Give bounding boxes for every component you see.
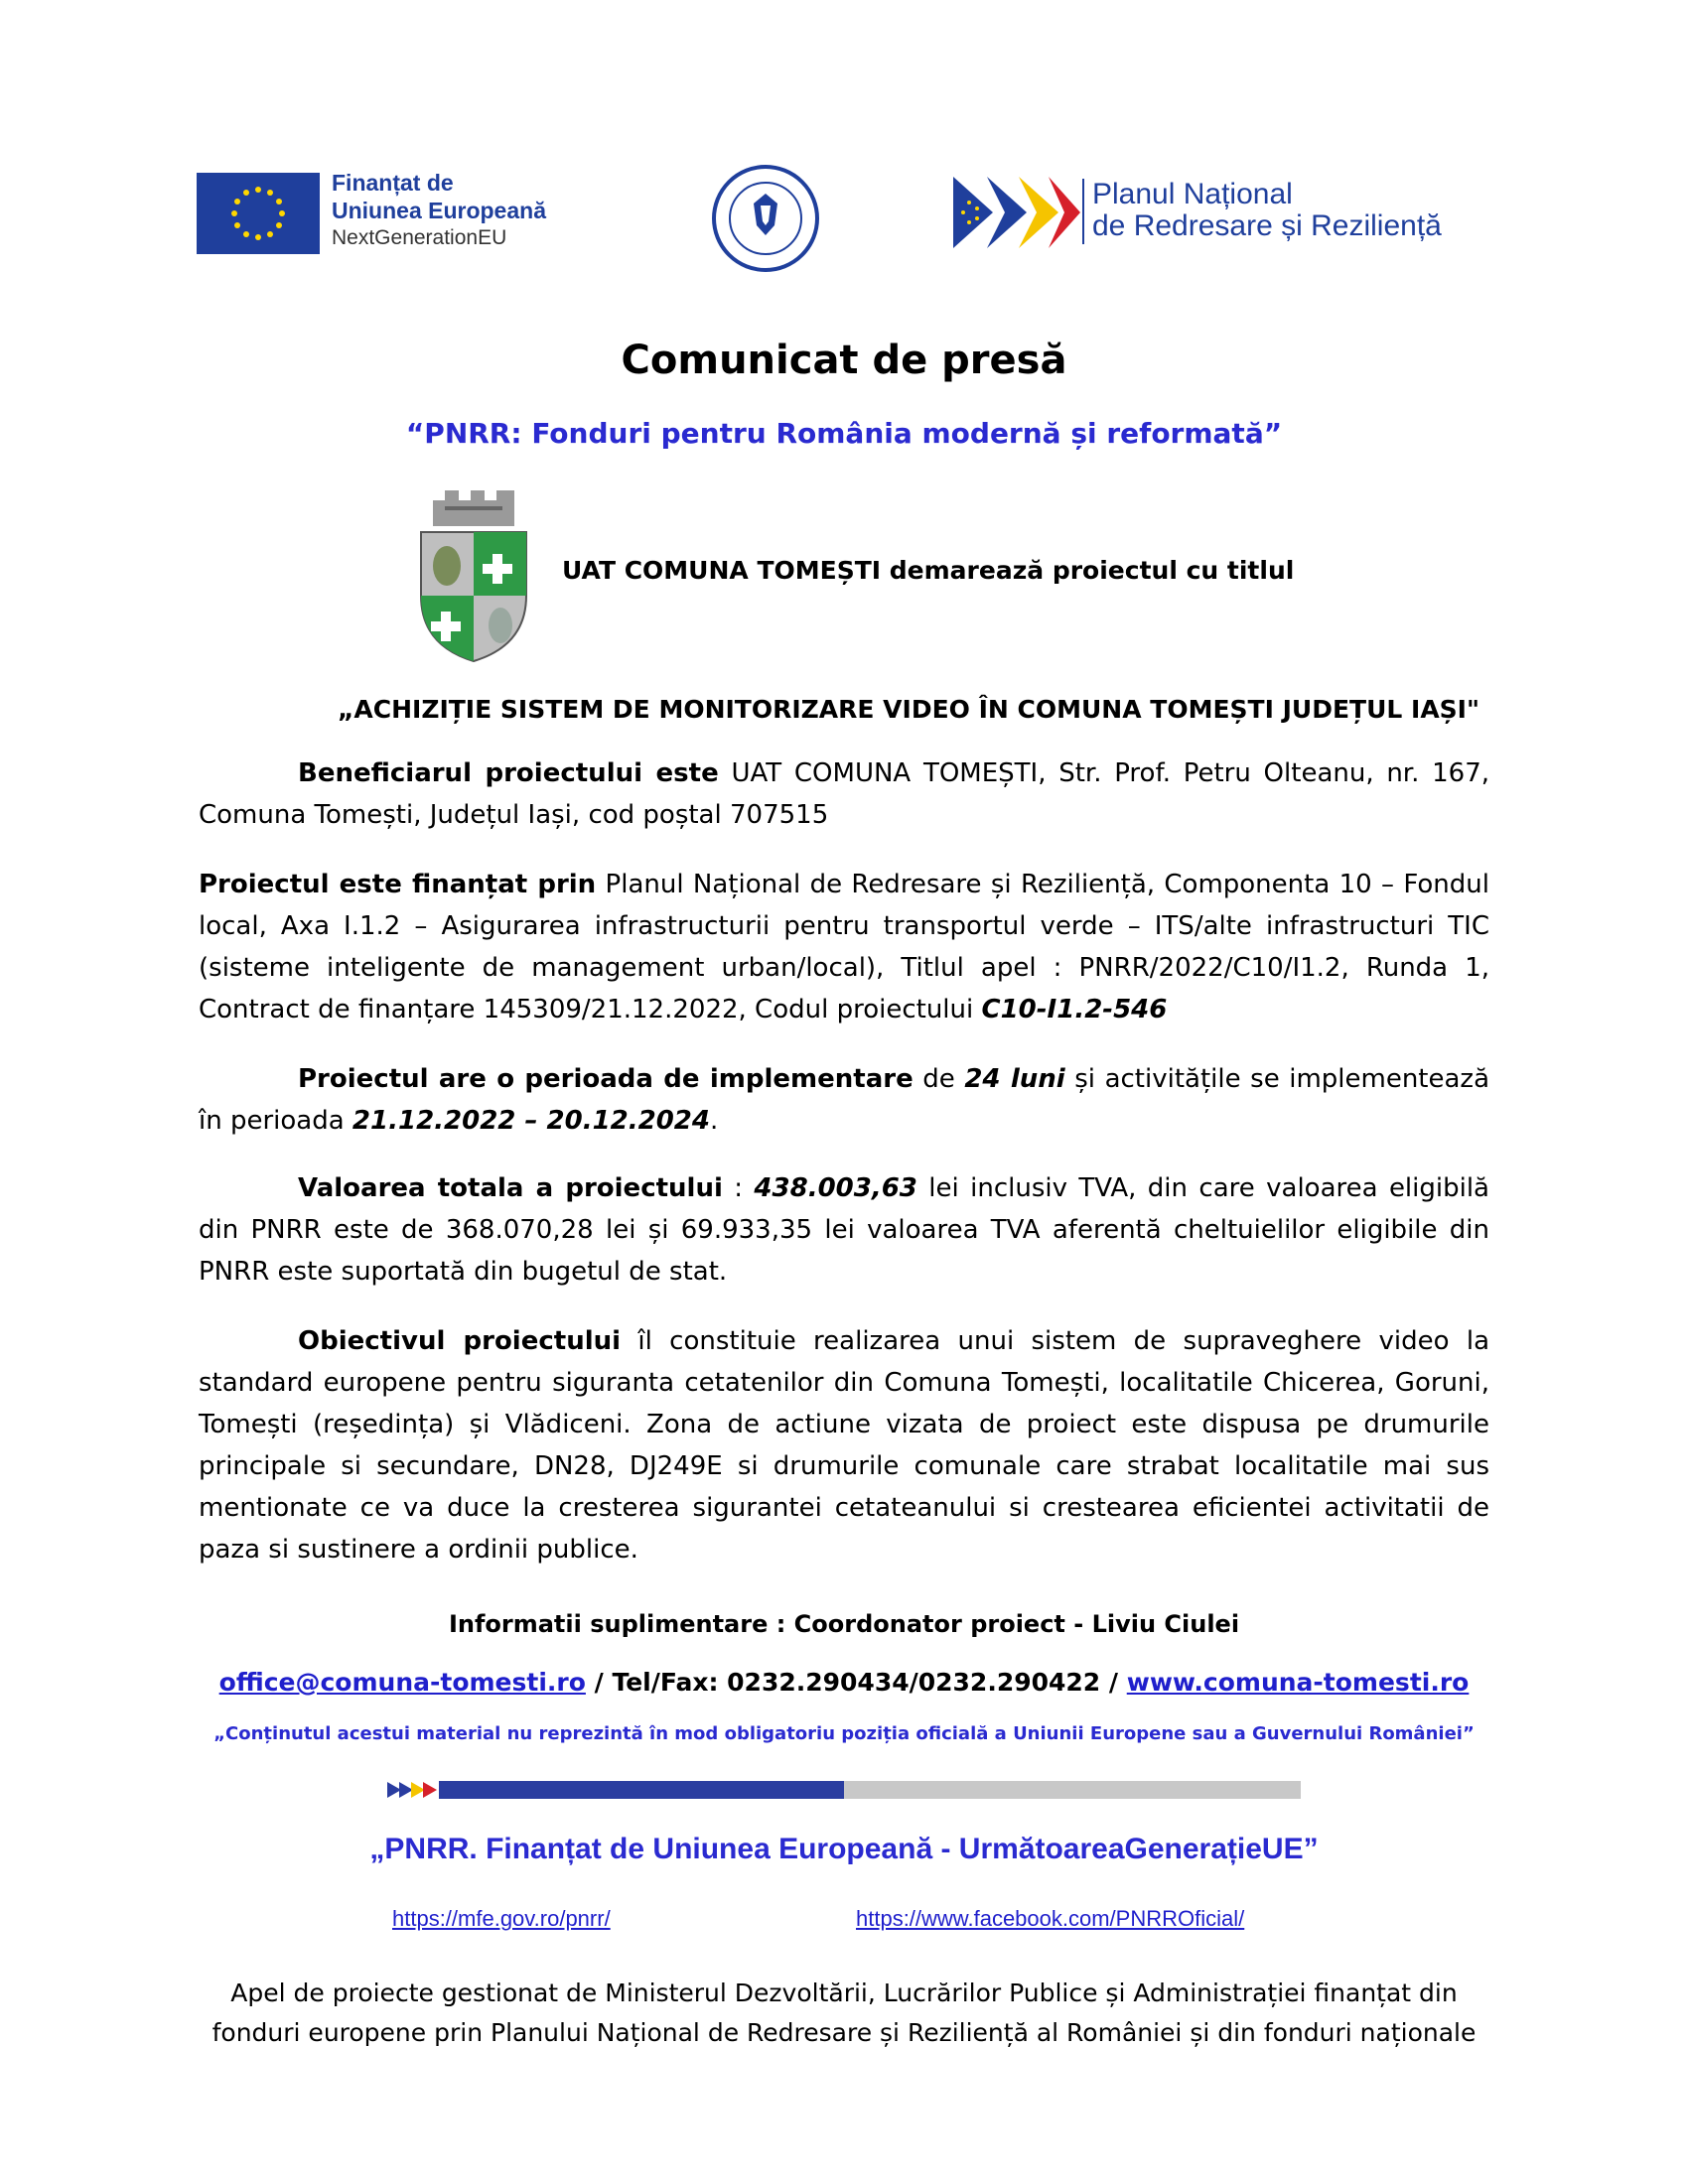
additional-info: Informatii suplimentare : Coordonator proiect - Liviu Ciulei [448,1610,1240,1638]
eu-logo-line1: Finanțat de [332,170,454,196]
footer-line1: Apel de proiecte gestionat de Ministerul Dezvoltării, Lucrărilor Publice și Administrației finanțat din [230,1979,1458,2007]
email-link[interactable]: office@comuna-tomesti.ro [218,1668,586,1697]
period-text2: și activitățile se implementează în perioada [199,1064,1490,1136]
pnrr-slogan: „PNRR. Finanțat de Uniunea Europeană - UrmătoareaGenerațieUE” [369,1833,1319,1865]
value-text2: lei inclusiv TVA, din care valoarea eligibilă din PNRR este de 368.070,28 lei și 69.933,35 lei valoarea TVA aferentă cheltuielilor eligibile din PNRR este suportată din bugetul de stat. [199,1173,1489,1287]
page-title: Comunicat de presă [621,338,1067,383]
project-title: „ACHIZIȚIE SISTEM DE MONITORIZARE VIDEO ÎN COMUNA TOMEȘTI JUDEȚUL IAȘI" [337,695,1480,724]
objective-text: îl constituie realizarea unui sistem de supraveghere video la standard europene pentru siguranta cetatenilor din Comuna Tomești, localitatile Chicerea, Goruni, Tomești (reședința) și Vlădiceni. Zona de actiune vizata de proiect este dispusa pe drumurile principale si secundare, DN28, DJ249E si drumurile comunale care strabat localitatile mai sus mentionate ce va duce la cresterea sigurantei cetateanului si crestearea eficientei activitatii de paza si sustinere a ordinii publice. [199,1326,1490,1565]
contact-line [0,1668,1688,1697]
beneficiary-text: UAT COMUNA TOMEȘTI, Str. Prof. Petru Olteanu, nr. 167, Comuna Tomești, Județul Iași, cod poștal 707515 [199,758,1490,830]
pnrr-logo-divider [1082,179,1084,244]
pnrr-logo-line1: Planul Național [1092,178,1293,210]
eu-flag-icon [197,173,320,254]
beneficiary-paragraph [199,752,1489,836]
objective-paragraph [199,1320,1489,1570]
guvernul-romaniei-seal-icon [711,164,820,273]
value-text1: : [722,1173,755,1203]
page-subtitle: “PNRR: Fonduri pentru România modernă și reformată” [405,417,1283,450]
financing-text: Planul Național de Redresare și Reziliență, Componenta 10 – Fondul local, Axa I.1.2 – Asigurarea infrastructurii pentru transportul verde – ITS/alte infrastructuri TIC (sisteme inteligente de management urban/local), Titlul apel : PNRR/2022/C10/I1.2, Runda 1, Contract de finanțare 145309/21.12.2022, Codul proiectului [199,870,1489,1024]
mfe-pnrr-link[interactable]: https://mfe.gov.ro/pnrr/ [392,1906,611,1931]
website-link[interactable]: www.comuna-tomesti.ro [1126,1668,1470,1697]
footer-line2: fonduri europene prin Planului Național de Redresare și Reziliență al României și din fonduri naționale [211,2018,1477,2047]
eu-logo-line3: NextGenerationEU [332,226,507,249]
period-text3: . [710,1106,719,1136]
disclaimer: „Conținutul acestui material nu reprezintă în mod obligatoriu poziția oficială a Uniunii Europene sau a Guvernului României” [213,1723,1475,1744]
value-paragraph [199,1167,1489,1293]
facebook-pnrr-link[interactable]: https://www.facebook.com/PNRROficial/ [856,1906,1245,1931]
eu-funding-logo-text [332,169,546,252]
footer-note [0,1974,1688,2053]
pnrr-logo-text [1092,179,1442,242]
pnrr-logo-line2: de Redresare și Reziliență [1092,209,1442,242]
bar-grey-segment [844,1781,1301,1799]
period-text1: de [913,1064,965,1094]
financing-paragraph [199,864,1489,1030]
project-code: C10-I1.2-546 [981,995,1168,1024]
bar-arrows-icon [387,1780,439,1800]
value-amount: 438.003,63 [754,1173,917,1203]
period-paragraph [199,1058,1489,1142]
value-label: Valoarea totala a proiectului [298,1173,723,1203]
period-label: Proiectul are o perioada de implementare [298,1064,914,1094]
pnrr-arrows-logo-icon [953,177,1082,248]
period-duration: 24 luni [964,1064,1065,1094]
bar-blue-segment [437,1781,844,1799]
financing-label: Proiectul este finanțat prin [199,870,597,899]
eu-logo-line2: Uniunea Europeană [332,198,546,223]
beneficiary-label: Beneficiarul proiectului este [298,758,719,788]
uat-announcement: UAT COMUNA TOMEȘTI demarează proiectul cu titlul [562,556,1295,585]
objective-label: Obiectivul proiectului [298,1326,622,1356]
tomesti-coat-of-arms-icon [415,486,532,665]
phone-numbers: / Tel/Fax: 0232.290434/0232.290422 / [585,1668,1127,1697]
period-dates: 21.12.2022 – 20.12.2024 [352,1106,710,1136]
